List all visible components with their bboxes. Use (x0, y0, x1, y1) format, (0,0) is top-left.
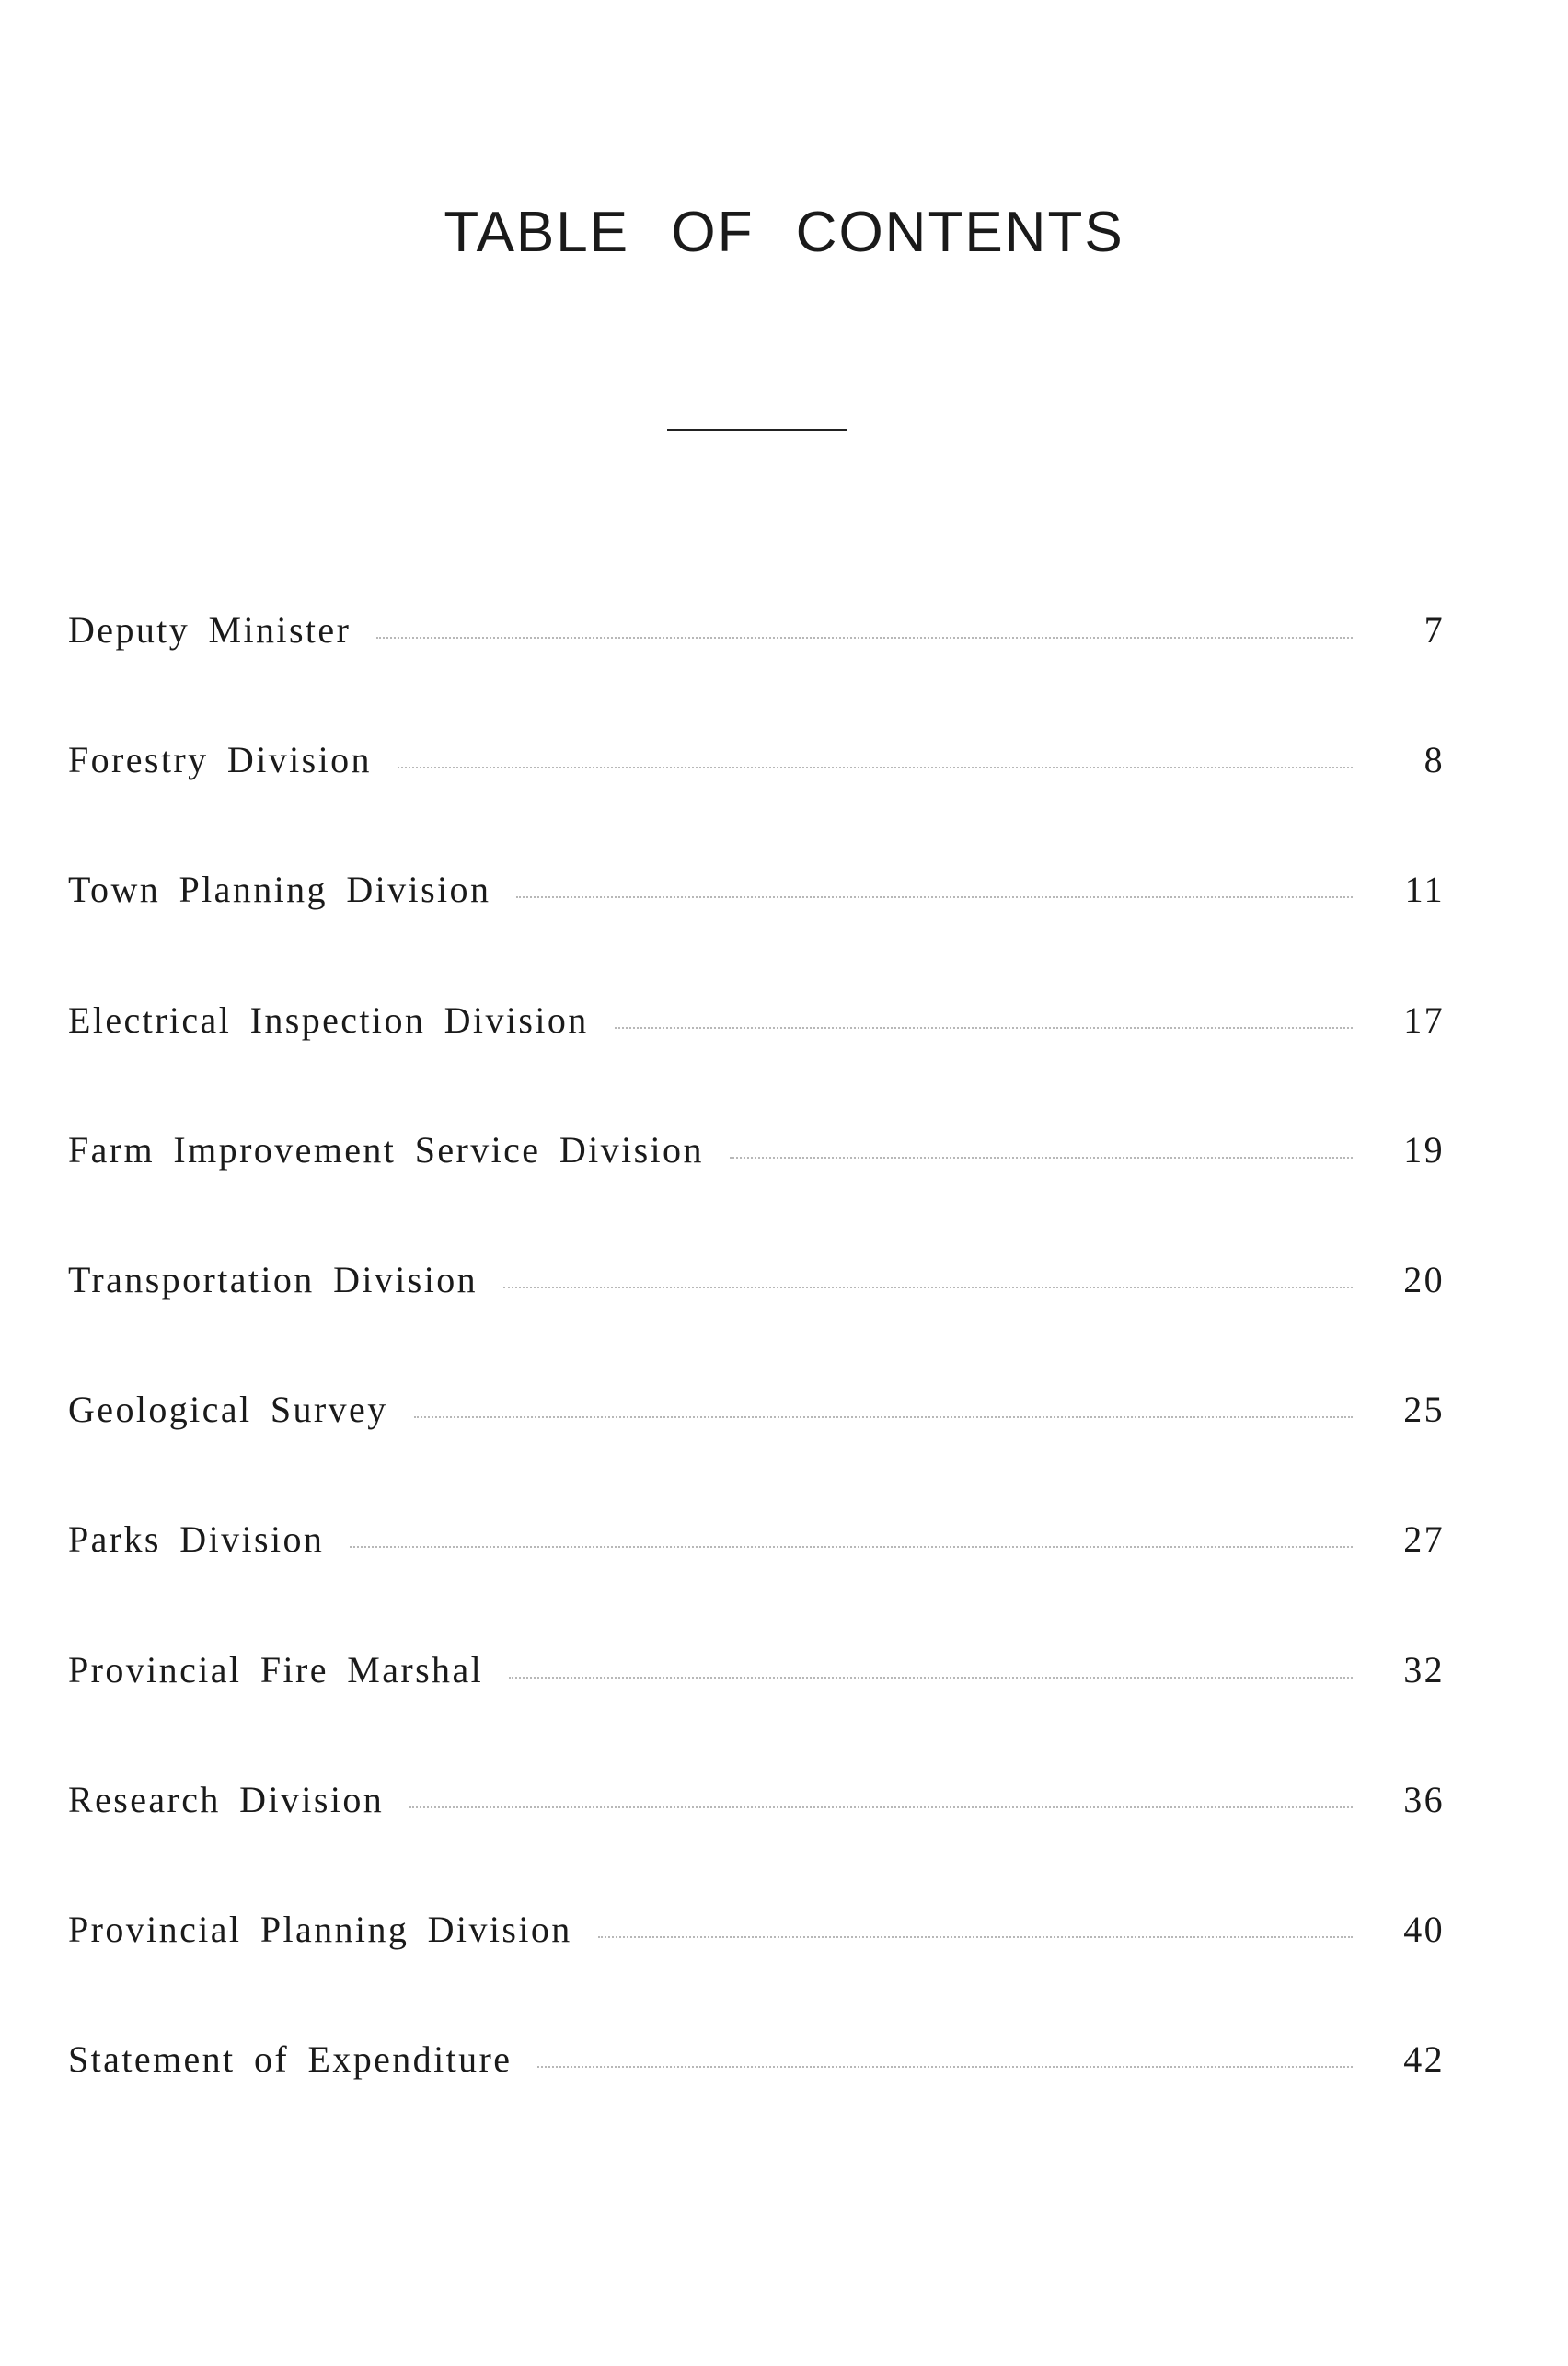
toc-entry-label: Geological Survey (68, 1389, 388, 1431)
toc-entry (68, 1512, 1445, 1642)
dot-leader (503, 1287, 1353, 1288)
toc-entry (68, 2032, 1445, 2162)
toc-entry-page: 17 (1403, 998, 1445, 1041)
dot-leader (398, 767, 1353, 768)
toc-entry-label: Provincial Fire Marshal (68, 1648, 484, 1691)
toc-entry-label: Parks Division (68, 1518, 325, 1561)
table-of-contents (68, 603, 1445, 2162)
toc-entry (68, 1902, 1445, 2032)
toc-entry-page: 8 (1424, 739, 1445, 781)
toc-entry-page: 27 (1403, 1518, 1445, 1561)
toc-entry-page: 40 (1403, 1908, 1445, 1950)
toc-entry (68, 993, 1445, 1123)
toc-entry (68, 603, 1445, 733)
toc-entry-page: 32 (1403, 1648, 1445, 1691)
toc-entry-page: 36 (1403, 1778, 1445, 1820)
toc-entry (68, 1123, 1445, 1252)
dot-leader (509, 1677, 1353, 1679)
page-title: TABLE OF CONTENTS (444, 201, 1124, 264)
toc-entry (68, 862, 1445, 992)
toc-entry-page: 11 (1404, 869, 1445, 911)
toc-entry-page: 20 (1403, 1258, 1445, 1300)
toc-entry (68, 1252, 1445, 1382)
dot-leader (516, 896, 1353, 898)
dot-leader (730, 1157, 1353, 1159)
toc-entry-label: Research Division (68, 1778, 385, 1820)
toc-entry-page: 19 (1403, 1128, 1445, 1171)
dot-leader (598, 1936, 1353, 1938)
toc-entry-label: Deputy Minister (68, 609, 352, 651)
toc-entry-label: Electrical Inspection Division (68, 998, 589, 1041)
dot-leader (537, 2066, 1353, 2068)
toc-entry (68, 1772, 1445, 1902)
toc-entry-label: Statement of Expenditure (68, 2038, 513, 2081)
dot-leader (615, 1027, 1353, 1029)
toc-entry (68, 1382, 1445, 1512)
dot-leader (414, 1416, 1353, 1418)
toc-entry-label: Provincial Planning Division (68, 1908, 572, 1950)
dot-leader (409, 1806, 1353, 1808)
toc-entry (68, 733, 1445, 862)
toc-entry-page: 7 (1424, 609, 1445, 651)
toc-entry-page: 42 (1403, 2038, 1445, 2081)
toc-entry-label: Farm Improvement Service Division (68, 1128, 704, 1171)
title-rule (667, 429, 847, 431)
toc-entry-label: Town Planning Division (68, 869, 491, 911)
toc-entry-label: Transportation Division (68, 1258, 478, 1300)
toc-entry-page: 25 (1403, 1389, 1445, 1431)
dot-leader (376, 637, 1353, 639)
toc-entry-label: Forestry Division (68, 739, 372, 781)
dot-leader (350, 1546, 1353, 1548)
toc-entry (68, 1643, 1445, 1772)
